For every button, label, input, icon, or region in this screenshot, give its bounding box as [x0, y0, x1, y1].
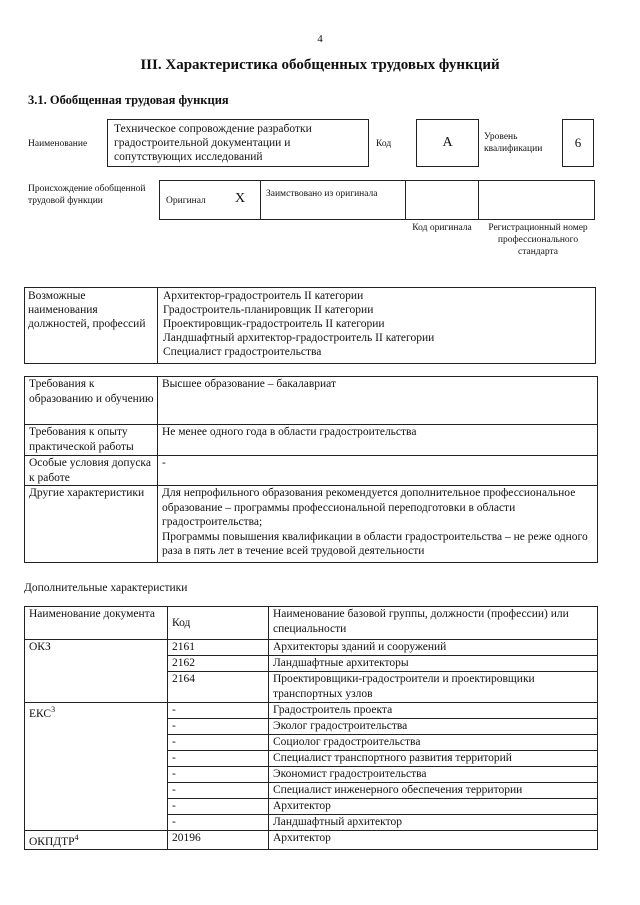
code-cell: - [168, 751, 269, 767]
header-name: Наименование базовой группы, должности (профессии) или специальности [269, 607, 598, 640]
requirement-label: Другие характеристики [25, 486, 158, 563]
header-code: Код [168, 607, 269, 640]
code-cell: 2161 [168, 640, 269, 656]
requirement-label: Требования к опыту практической работы [25, 425, 158, 456]
name-cell: Экономист градостроительства [269, 767, 598, 783]
table-row [25, 640, 598, 656]
original-label: Оригинал [166, 196, 206, 206]
code-cell: - [168, 815, 269, 831]
requirement-label: Требования к образованию и обучению [25, 377, 158, 425]
level-value-box [562, 119, 594, 167]
doc-cell [25, 831, 168, 850]
name-cell: Эколог градостроительства [269, 719, 598, 735]
position-item: Градостроитель-планировщик II категории [163, 304, 374, 316]
code-original-caption: Код оригинала [412, 223, 472, 233]
name-cell: Специалист инженерного обеспечения территории [269, 783, 598, 799]
code-cell: - [168, 799, 269, 815]
positions-divider [157, 287, 158, 364]
code-cell: - [168, 719, 269, 735]
doc-name: ЕКС [29, 707, 52, 720]
requirement-value: - [158, 456, 598, 486]
code-cell: 2162 [168, 656, 269, 672]
level-label: Уровень квалификации [484, 132, 543, 154]
name-cell: Градостроитель проекта [269, 703, 598, 719]
positions-label: Возможные наименования должностей, профессий [28, 290, 146, 330]
name-cell: Ландшафтные архитекторы [269, 656, 598, 672]
additional-header-row [25, 607, 598, 640]
code-cell: 20196 [168, 831, 269, 850]
code-cell: - [168, 767, 269, 783]
position-item: Архитектор-градостроитель II категории [163, 290, 364, 302]
doc-cell [25, 703, 168, 831]
code-cell: 2164 [168, 672, 269, 703]
position-item: Проектировщик-градостроитель II категории [163, 318, 385, 330]
doc-cell [25, 640, 168, 703]
position-item: Ландшафтный архитектор-градостроитель II категории [163, 332, 435, 344]
header-doc: Наименование документа [25, 607, 168, 640]
name-cell: Архитектор [269, 831, 598, 850]
requirement-row [25, 425, 598, 456]
borrowed-label: Заимствовано из оригинала [266, 189, 378, 199]
code-value: А [442, 135, 453, 150]
section-title: III. Характеристика обобщенных трудовых функций [140, 57, 500, 73]
doc-name: ОКЗ [29, 641, 51, 653]
function-name-value: Техническое сопровождение разработки градостроительной документации и сопутствующих исследований [114, 123, 312, 163]
name-cell: Архитектор [269, 799, 598, 815]
requirements-table [24, 376, 598, 563]
code-cell: - [168, 735, 269, 751]
subsection-title: 3.1. Обобщенная трудовая функция [28, 93, 229, 107]
code-label: Код [376, 139, 392, 149]
name-label: Наименование [28, 139, 88, 149]
position-item: Специалист градостроительства [163, 346, 322, 358]
requirement-label: Особые условия допуска к работе [25, 456, 158, 486]
positions-list [163, 289, 593, 359]
requirement-row [25, 456, 598, 486]
code-value-box [416, 119, 479, 167]
original-mark: X [235, 191, 246, 206]
code-cell: - [168, 783, 269, 799]
origin-label: Происхождение обобщенной трудовой функции [28, 184, 146, 206]
requirement-value: Для непрофильного образования рекомендуется дополнительное профессиональное образование – программы профессиональной переподготовки в области градостроительства; Программы повышения квалификации в области градостроительства – не реже одного раза в пять лет в течение всей трудовой деятельности [158, 486, 598, 563]
name-cell: Архитекторы зданий и сооружений [269, 640, 598, 656]
page-number: 4 [317, 33, 323, 45]
origin-box [159, 180, 595, 220]
table-row [25, 703, 598, 719]
doc-footnote: 4 [74, 833, 79, 842]
name-cell: Специалист транспортного развития территорий [269, 751, 598, 767]
doc-name: ОКПДТР [29, 835, 75, 848]
table-row [25, 831, 598, 850]
requirement-value: Высшее образование – бакалавриат [158, 377, 598, 425]
origin-divider-2 [405, 180, 406, 220]
level-value: 6 [574, 135, 582, 150]
code-cell: - [168, 703, 269, 719]
doc-footnote: 3 [51, 705, 56, 714]
function-name-box [107, 119, 369, 167]
name-cell: Социолог градостроительства [269, 735, 598, 751]
additional-table [24, 606, 598, 850]
additional-title: Дополнительные характеристики [24, 582, 188, 594]
requirement-row [25, 377, 598, 425]
name-cell: Проектировщики-градостроители и проектировщики транспортных узлов [269, 672, 598, 703]
name-cell: Ландшафтный архитектор [269, 815, 598, 831]
requirement-value: Не менее одного года в области градостроительства [158, 425, 598, 456]
origin-divider-3 [478, 180, 479, 220]
reg-number-caption: Регистрационный номер профессионального стандарта [488, 223, 588, 257]
origin-divider-1 [260, 180, 261, 220]
requirement-row [25, 486, 598, 563]
